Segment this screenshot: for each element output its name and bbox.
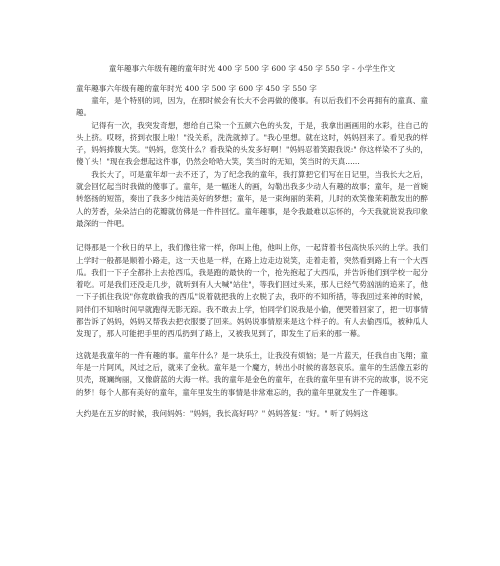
document-title: 童年趣事六年级有趣的童年时光 400 字 500 字 600 字 450 字 550 字 - 小学生作文	[108, 64, 396, 73]
paragraph-1: 童年，是个特别的词，因为，在那时候会有长大不会再做的傻事。有以后我们不会再拥有的童真、童趣。	[76, 96, 428, 118]
paragraph-5: 这就是我童年的一件有趣的事。童年什么？是一块乐土，让我没有烦恼；是一片蓝天，任我自由飞翔；童年是一片阿风，风过之后，就来了金秋。童年是一个魔方，转出小时候的喜怒哀乐。童年的生活像五彩的贝壳，斑斓绚丽，又像蔚蓝的大海一样。我的童年是金色的童年，在我的童年里有讲不完的故事，说不完的梦！每个人都有美好的童年，童年里发生的事情是非常难忘的，我的童年里就发生了一件趣事。	[76, 350, 428, 397]
document-subtitle: 童年趣事六年级有趣的童年时光 400 字 500 字 600 字 450 字 550 字	[76, 84, 317, 93]
paragraph-6: 大约是在五岁的时候，我问妈妈："妈妈，我长高好吗？" 妈妈答复："好。" 听了妈妈这	[76, 408, 369, 418]
paragraph-3: 我长大了，可是童年却一去不还了，为了纪念我的童年，我打算把它们写在日记里，当我长大之后，就会回忆起当时我做的傻事了。童年，是一幅迷人的画，勾勒出我多少动人有趣的故事；童年，是一首婉转悠扬的短笛，奏出了我多少纯洁美好的梦想；童年，是一束绚丽的苿莉，儿时的欢笑像茉莉散发出的醉人的芳香，朵朵洁白的花瓣就仿佛是一件件回忆。童年趣事，是令我最难以忘怀的，今天我就说说我印象最深的一件吧。	[76, 169, 428, 228]
paragraph-2: 记得有一次，我突发奇想，想给自己染一个五颜六色的头发，于是，我拿出画画用的水彩，往自己的头上挤。哎呀，挤到衣服上啦！"没关系，洗洗就掉了。"我心里想。就在这时，妈妈回来了。看见我的样子，妈妈捧腹大笑。"妈妈，您笑什么？看我染的头发多好啊！"妈妈忍着笑跟我说:" 你这样染不了头的，傻丫头！"现在我会想起这件事，仍然会哈哈大笑，笑当时的无知，笑当时的天真......	[76, 120, 428, 167]
paragraph-4: 记得那是一个秋日的早上，我们像往常一样，你叫上他，他叫上你，一起背着书包高快乐兴的上学。我们上学时一般都是顺着小路走，这一天也是一样，在路上边走边说笑，走着走着，突然看到路上有一个大西瓜。我们一下子全都扑上去抢西瓜，我是跑的最快的一个，抢先抱起了大西瓜，并告诉他们到学校一起分着吃。可是我们还没走几步，就听到有人大喊"站住"，等我们回过头来，那人已经气势汹汹的追来了，他一下子抓住我说"你竟敢偷我的西瓜"说着就把我的上衣脱了去，我吓的不知所措，等我回过来神的时候，同伴们不知啥时间早就跑得无影无踪。我不敢去上学，怕同学们说我是小偷，便哭着回家了，把一切事情都告诉了妈妈，妈妈又帮我去把衣服要了回来。妈妈说事情原来是这个样子的。有人去偷西瓜，被种瓜人发现了，那人可能把手里的西瓜扔到了路上，又被我见到了，即发生了后来的那一幕。	[76, 243, 428, 339]
